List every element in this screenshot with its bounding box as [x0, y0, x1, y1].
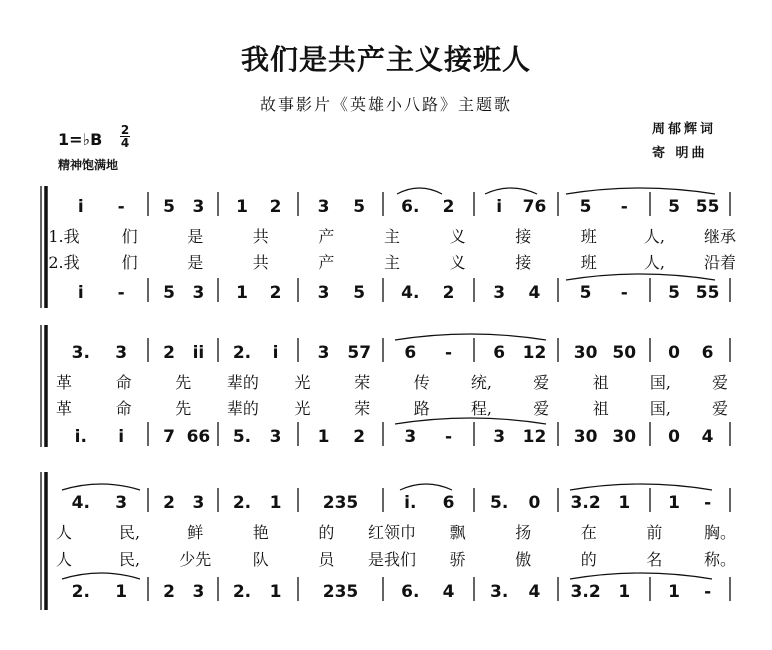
lower-voice-note: 1 [236, 283, 248, 303]
lower-voice-note: 235 [322, 582, 359, 602]
verse1-lyric: 是 [187, 227, 204, 246]
verse2-lyric: 队 [252, 550, 269, 569]
verse1-lyric: 命 [115, 373, 132, 392]
verse2-lyric: 荣 [354, 399, 371, 418]
verse1-lyric: 扬 [515, 523, 532, 542]
verse1-lyric: 继承 [703, 227, 737, 246]
verse1-lyric: 红领巾 [367, 523, 417, 542]
verse1-lyric: 共 [252, 227, 269, 246]
upper-voice-note: 3. [71, 343, 90, 363]
verse1-lyric: 荣 [354, 373, 371, 392]
verse2-lyric: 人, [643, 253, 665, 272]
lower-voice-note: - [620, 283, 628, 303]
verse1-lyric: 爱 [533, 373, 550, 392]
upper-voice-note: 1 [236, 197, 248, 217]
lower-voice-note: 7 [163, 427, 175, 447]
upper-voice-note: 30 [573, 343, 598, 363]
verse1-lyric: 统, [470, 373, 493, 392]
upper-voice-note: 6 [493, 343, 506, 363]
upper-voice-note: 55 [695, 197, 720, 217]
upper-voice-note: 0 [528, 493, 541, 513]
verse2-lyric: 人 [55, 550, 73, 569]
lower-voice-slur [570, 573, 712, 579]
lower-voice-note: 3 [192, 283, 205, 303]
lower-voice-note: 5 [163, 283, 175, 303]
lower-voice-note: - [117, 283, 125, 303]
upper-voice-note: 4. [71, 493, 90, 513]
verse2-lyric: 沿着 [703, 253, 737, 272]
verse2-lyric: 称。 [703, 550, 737, 569]
lower-voice-note: 30 [612, 427, 637, 447]
verse2-lyric: 少先 [179, 550, 212, 569]
upper-voice-note: 57 [347, 343, 372, 363]
upper-voice-slur [397, 188, 442, 194]
upper-voice-note: 1 [668, 493, 680, 513]
verse1-lyric: 民, [119, 523, 141, 542]
verse2-lyric: 们 [121, 253, 138, 272]
key-signature: 1=♭B [58, 130, 103, 149]
lower-voice-note: 3.2 [570, 582, 601, 602]
upper-voice-note: 5 [353, 197, 366, 217]
upper-voice-slur [485, 188, 537, 194]
lower-voice-note: 5. [232, 427, 252, 447]
upper-voice-note: - [620, 197, 628, 217]
upper-voice-note: 2 [163, 493, 175, 513]
verse1-lyric: 人 [55, 523, 73, 542]
lower-voice-note: 66 [186, 427, 211, 447]
time-signature-numerator: 2 [120, 123, 130, 137]
upper-voice-note: 50 [612, 343, 637, 363]
verse1-lyric: 在 [580, 523, 597, 542]
verse1-lyric: 前 [646, 523, 663, 542]
upper-voice-note: 3 [192, 493, 205, 513]
lower-voice-note: 2 [163, 582, 175, 602]
verse2-lyric: 程, [470, 399, 493, 418]
lower-voice-note: 2 [269, 283, 282, 303]
lower-voice-note: 12 [522, 427, 547, 447]
tempo-marking: 精神饱满地 [58, 158, 119, 172]
upper-voice-note: 2 [269, 197, 282, 217]
upper-voice-note: 3.2 [570, 493, 601, 513]
upper-voice-note: 3 [317, 197, 330, 217]
lower-voice-note: 4 [528, 582, 541, 602]
lower-voice-note: 3 [269, 427, 282, 447]
upper-voice-note: 12 [522, 343, 547, 363]
lower-voice-note: 1 [668, 582, 680, 602]
verse1-lyric: 祖 [592, 373, 609, 392]
lower-voice-slur [395, 418, 546, 424]
lower-voice-note: 2. [71, 582, 90, 602]
upper-voice-note: 2. [232, 343, 252, 363]
upper-voice-note: 3 [115, 343, 128, 363]
upper-voice-note: 3 [317, 343, 330, 363]
lower-voice-note: 3 [493, 427, 506, 447]
verse1-lyric: 国, [649, 373, 671, 392]
upper-voice-slur [400, 484, 452, 490]
verse1-lyric: 班 [580, 227, 597, 246]
lower-voice-note: 1 [317, 427, 330, 447]
verse2-lyric: 国, [649, 399, 671, 418]
upper-voice-note: 0 [668, 343, 680, 363]
verse1-lyric: 人, [643, 227, 665, 246]
verse1-lyric: 1.我 [48, 227, 80, 246]
upper-voice-slur [395, 334, 546, 340]
verse1-lyric: 传 [413, 373, 430, 392]
lower-voice-note: i [118, 427, 125, 447]
upper-voice-note: 2 [442, 197, 455, 217]
lower-voice-note: 2 [442, 283, 455, 303]
lower-voice-note: 30 [573, 427, 598, 447]
verse1-lyric: 产 [318, 227, 335, 246]
verse2-lyric: 爱 [711, 399, 729, 418]
upper-voice-note: i. [404, 493, 417, 513]
verse2-lyric: 义 [449, 253, 466, 272]
upper-voice-note: i [496, 197, 503, 217]
upper-voice-note: 5 [163, 197, 175, 217]
upper-voice-note: 6. [401, 197, 420, 217]
verse1-lyric: 先 [175, 373, 192, 392]
verse1-lyric: 胸。 [703, 523, 737, 542]
lower-voice-note: i [77, 283, 84, 303]
lower-voice-note: 1 [115, 582, 128, 602]
upper-voice-slur [62, 484, 140, 490]
upper-voice-note: 5 [668, 197, 680, 217]
verse2-lyric: 产 [318, 253, 335, 272]
upper-voice-note: - [704, 493, 712, 513]
upper-voice-note: 3 [192, 197, 205, 217]
verse1-lyric: 接 [515, 227, 532, 246]
upper-voice-note: 6 [442, 493, 455, 513]
verse1-lyric: 的 [318, 523, 335, 542]
upper-voice-note: 235 [322, 493, 359, 513]
upper-voice-slur [570, 484, 712, 490]
lower-voice-note: 4 [701, 427, 714, 447]
verse2-lyric: 路 [413, 399, 430, 418]
lower-voice-note: 1 [618, 582, 631, 602]
verse2-lyric: 爱 [533, 399, 550, 418]
lower-voice-note: 1 [269, 582, 282, 602]
verse1-lyric: 革 [55, 373, 73, 392]
lower-voice-note: 4 [442, 582, 455, 602]
upper-voice-note: - [117, 197, 125, 217]
verse1-lyric: 光 [294, 373, 311, 392]
verse1-lyric: 鲜 [187, 523, 204, 542]
upper-voice-note: 2 [163, 343, 175, 363]
verse2-lyric: 骄 [449, 550, 466, 569]
lower-voice-slur [62, 573, 140, 579]
upper-voice-note: 3 [115, 493, 128, 513]
verse2-lyric: 民, [119, 550, 141, 569]
upper-voice-note: 6 [404, 343, 417, 363]
lower-voice-note: - [444, 427, 453, 447]
upper-voice-note: 76 [522, 197, 547, 217]
lower-voice-slur [566, 274, 715, 280]
verse2-lyric: 祖 [592, 399, 609, 418]
upper-voice-note: 2. [232, 493, 252, 513]
verse2-lyric: 先 [175, 399, 192, 418]
verse2-lyric: 命 [115, 399, 132, 418]
verse1-lyric: 主 [383, 227, 401, 246]
lower-voice-note: i. [74, 427, 87, 447]
upper-voice-note: 5. [490, 493, 509, 513]
upper-voice-note: ii [192, 343, 205, 363]
lower-voice-note: 3 [317, 283, 330, 303]
lower-voice-note: 55 [695, 283, 720, 303]
verse2-lyric: 名 [646, 550, 663, 569]
verse2-lyric: 共 [252, 253, 269, 272]
verse1-lyric: 飘 [449, 523, 466, 542]
song-subtitle: 故事影片《英雄小八路》主题歌 [259, 95, 512, 114]
upper-voice-note: i [272, 343, 279, 363]
song-title: 我们是共产主义接班人 [240, 43, 531, 76]
verse2-lyric: 班 [580, 253, 597, 272]
verse2-lyric: 接 [515, 253, 532, 272]
verse2-lyric: 的 [580, 550, 597, 569]
upper-voice-note: 5 [579, 197, 592, 217]
verse2-lyric: 是 [187, 253, 204, 272]
lower-voice-note: 4 [528, 283, 541, 303]
lower-voice-note: - [704, 582, 712, 602]
upper-voice-note: - [444, 343, 453, 363]
verse1-lyric: 们 [121, 227, 138, 246]
time-signature-denominator: 4 [120, 136, 130, 150]
lower-voice-note: 0 [668, 427, 680, 447]
composer-credit: 寄 明曲 [652, 146, 708, 161]
lower-voice-note: 3 [404, 427, 417, 447]
verse2-lyric: 主 [383, 253, 401, 272]
lower-voice-note: 3 [192, 582, 205, 602]
verse1-lyric: 义 [449, 227, 466, 246]
upper-voice-note: 6 [701, 343, 714, 363]
verse1-lyric: 艳 [252, 523, 269, 542]
verse1-lyric: 爱 [711, 373, 729, 392]
lower-voice-note: 3. [490, 582, 509, 602]
lower-voice-note: 5 [579, 283, 592, 303]
verse1-lyric: 辈的 [226, 373, 259, 392]
upper-voice-note: 1 [269, 493, 282, 513]
upper-voice-note: 1 [618, 493, 631, 513]
verse2-lyric: 2.我 [48, 253, 80, 272]
lower-voice-note: 4. [401, 283, 420, 303]
verse2-lyric: 光 [294, 399, 311, 418]
verse2-lyric: 革 [55, 399, 73, 418]
verse2-lyric: 员 [318, 550, 335, 569]
lyricist-credit: 周郁辉词 [652, 122, 717, 137]
lower-voice-note: 5 [353, 283, 366, 303]
lower-voice-note: 2. [232, 582, 252, 602]
lower-voice-note: 3 [493, 283, 506, 303]
lower-voice-note: 5 [668, 283, 680, 303]
upper-voice-slur [566, 188, 715, 194]
lower-voice-note: 2 [353, 427, 366, 447]
verse2-lyric: 是我们 [367, 550, 417, 569]
lower-voice-note: 6. [401, 582, 420, 602]
upper-voice-note: i [77, 197, 84, 217]
verse2-lyric: 傲 [515, 550, 532, 569]
verse2-lyric: 辈的 [226, 399, 259, 418]
